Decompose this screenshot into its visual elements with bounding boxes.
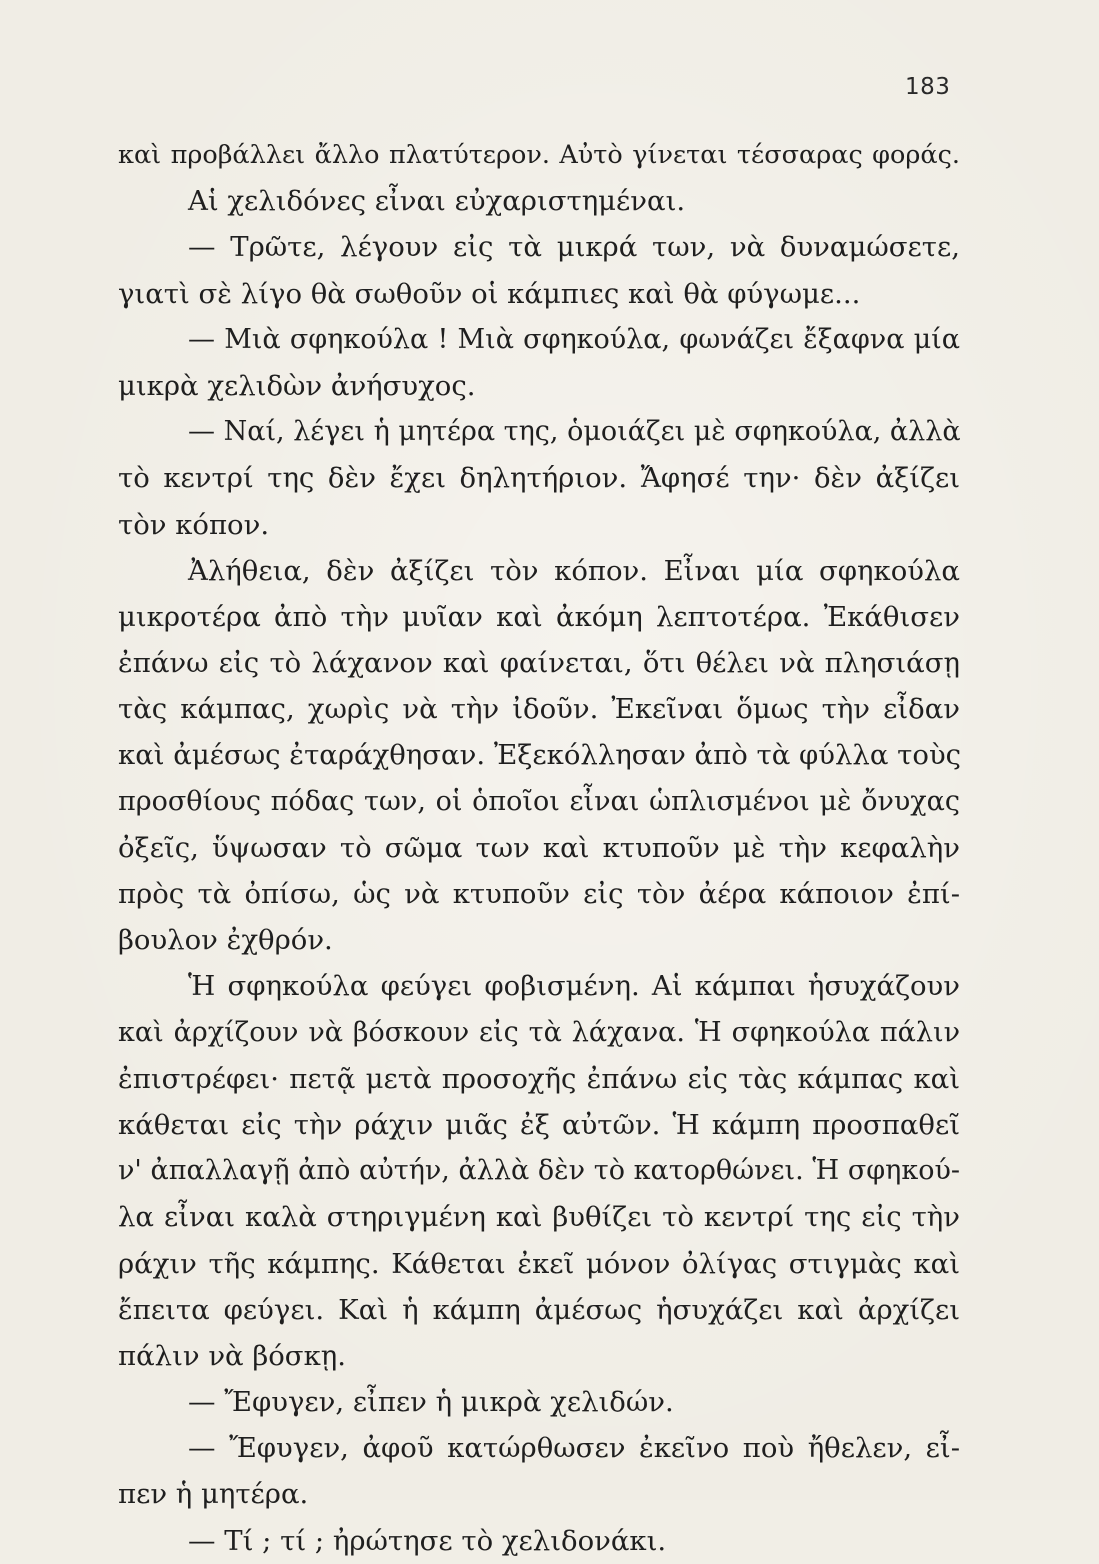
text-line: ἐπιστρέφει· πετᾷ μετὰ προσοχῆς ἐπάνω εἰς τὰς κάμπας καὶ [118,1062,960,1095]
text-line: πρὸς τὰ ὀπίσω, ὡς νὰ κτυποῦν εἰς τὸν ἀέρα κάποιον ἐπί- [118,878,960,910]
text-line: — Ἔφυγεν, ἀφοῦ κατώρθωσεν ἐκεῖνο ποὺ ἤθελεν, εἶ- [188,1432,960,1465]
page-number: 183 [905,74,951,100]
text-line: κάθεται εἰς τὴν ράχιν μιᾶς ἐξ αὐτῶν. Ἡ κάμπη προσπαθεῖ [118,1108,960,1141]
text-line: βουλον ἐχθρόν. [118,924,333,957]
text-line: ὀξεῖς, ὕψωσαν τὸ σῶμα των καὶ κτυποῦν μὲ τὴν κεφαλὴν [118,831,960,864]
text-line: Ἀλήθεια, δὲν ἀξίζει τὸν κόπον. Εἶναι μία σφηκούλα [188,554,960,587]
text-line: — Τρῶτε, λέγουν εἰς τὰ μικρά των, νὰ δυναμώσετε, [188,231,960,264]
text-line: μικροτέρα ἀπὸ τὴν μυῖαν καὶ ἀκόμη λεπτοτέρα. Ἐκάθισεν [118,600,960,633]
body-text [118,132,960,1564]
text-line: τὸ κεντρί της δὲν ἔχει δηλητήριον. Ἄφησέ την· δὲν ἀξίζει [118,462,960,495]
text-line: πάλιν νὰ βόσκῃ. [118,1339,346,1372]
text-line: λα εἶναι καλὰ στηριγμένη καὶ βυθίζει τὸ κεντρί της εἰς τὴν [118,1201,960,1234]
text-line: καὶ ἀμέσως ἐταράχθησαν. Ἐξεκόλλησαν ἀπὸ τὰ φύλλα τοὺς [118,739,962,772]
text-line: μικρὰ χελιδὼν ἀνήσυχος. [118,369,476,402]
text-line: τὸν κόπον. [118,508,270,541]
text-line: καὶ ἀρχίζουν νὰ βόσκουν εἰς τὰ λάχανα. Ἡ σφηκούλα πάλιν [118,1016,960,1048]
text-line: τὰς κάμπας, χωρὶς νὰ τὴν ἰδοῦν. Ἐκεῖναι ὅμως τὴν εἶδαν [118,693,960,726]
text-line: γιατὶ σὲ λίγο θὰ σωθοῦν οἱ κάμπιες καὶ θὰ φύγωμε... [118,277,861,310]
text-line: προσθίους πόδας των, οἱ ὁποῖοι εἶναι ὡπλισμένοι μὲ ὄνυχας [118,785,960,817]
text-line: — Τί ; τί ; ἠρώτησε τὸ χελιδονάκι. [188,1524,667,1557]
text-line: — Ἔφυγεν, εἶπεν ἡ μικρὰ χελιδών. [188,1386,674,1419]
text-line: Ἡ σφηκούλα φεύγει φοβισμένη. Αἱ κάμπαι ἡσυχάζουν [188,970,960,1003]
text-line: — Ναί, λέγει ἡ μητέρα της, ὁμοιάζει μὲ σφηκούλα, ἀλλὰ [188,416,961,448]
text-line: ράχιν τῆς κάμπης. Κάθεται ἐκεῖ μόνον ὀλίγας στιγμὰς καὶ [118,1247,960,1280]
text-line: ἐπάνω εἰς τὸ λάχανον καὶ φαίνεται, ὅτι θέλει νὰ πλησιάσῃ [118,647,960,680]
text-line: καὶ προβάλλει ἄλλο πλατύτερον. Αὐτὸ γίνεται τέσσαρας φοράς. [118,140,960,170]
text-line: — Μιὰ σφηκούλα ! Μιὰ σφηκούλα, φωνάζει ἔξαφνα μία [188,323,960,355]
text-line: ἔπειτα φεύγει. Καὶ ἡ κάμπη ἀμέσως ἡσυχάζει καὶ ἀρχίζει [118,1293,960,1326]
text-line: πεν ἡ μητέρα. [118,1478,309,1511]
text-line: Αἱ χελιδόνες εἶναι εὐχαριστημέναι. [188,185,686,218]
text-line: ν' ἀπαλλαγῇ ἀπὸ αὐτήν, ἀλλὰ δὲν τὸ κατορθώνει. Ἡ σφηκού- [118,1155,960,1187]
